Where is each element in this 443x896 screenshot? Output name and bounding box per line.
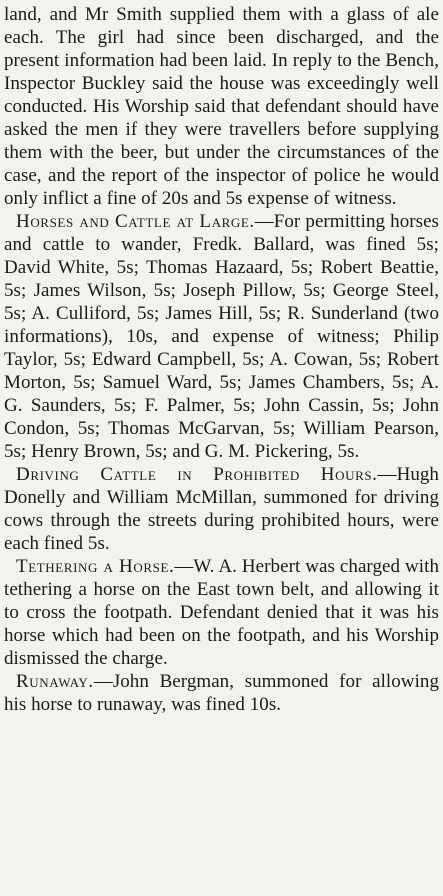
section-horses-and-cattle <box>4 210 439 463</box>
section-body: —Hugh Donelly and William McMillan, summoned for driving cows through the streets during prohibited hours, were each fined 5s. <box>4 464 439 554</box>
article-continuation: land, and Mr Smith supplied them with a glass of ale each. The girl had since been discharged, and the present information had been laid. In reply to the Bench, Inspector Buckley said the house was exceedingly well conducted. His Worship said that defendant should have asked the men if they were travellers before supplying them with the beer, but under the circumstances of the case, and the report of the inspector of police he would only inflict a fine of 20s and 5s expense of witness. <box>4 4 439 209</box>
section-tethering-horse <box>4 555 439 670</box>
section-body: —John Bergman, summoned for allowing his horse to runaway, was fined 10s. <box>4 671 439 715</box>
section-heading: Tethering a Horse. <box>16 556 175 577</box>
section-heading: Horses and Cattle at Large. <box>16 211 255 232</box>
section-heading: Driving Cattle in Prohibited Hours. <box>16 464 378 485</box>
section-driving-cattle <box>4 463 439 555</box>
section-body: —W. A. Herbert was charged with tethering a horse on the East town belt, and allowing it to cross the footpath. Defendant denied that it was his horse which had been on the footpath, and his Worship dismissed the charge. <box>4 556 440 669</box>
section-runaway <box>4 670 439 716</box>
section-body: —For permitting horses and cattle to wander, Fredk. Ballard, was fined 5s; David White, 5s; Thomas Hazaard, 5s; Robert Beattie, 5s; James Wilson, 5s; Joseph Pillow, 5s; George Steel, 5s; A. Culliford, 5s; James Hill, 5s; R. Sunderland (two informations), 10s, and expense of witness; Philip Taylor, 5s; Edward Campbell, 5s; A. Cowan, 5s; Robert Morton, 5s; Samuel Ward, 5s; James Chambers, 5s; A. G. Saunders, 5s; F. Palmer, 5s; John Cassin, 5s; John Condon, 5s; Thomas McGarvan, 5s; William Pearson, 5s; Henry Brown, 5s; and G. M. Pickering, 5s. <box>4 211 439 462</box>
section-heading: Runaway. <box>16 671 94 692</box>
